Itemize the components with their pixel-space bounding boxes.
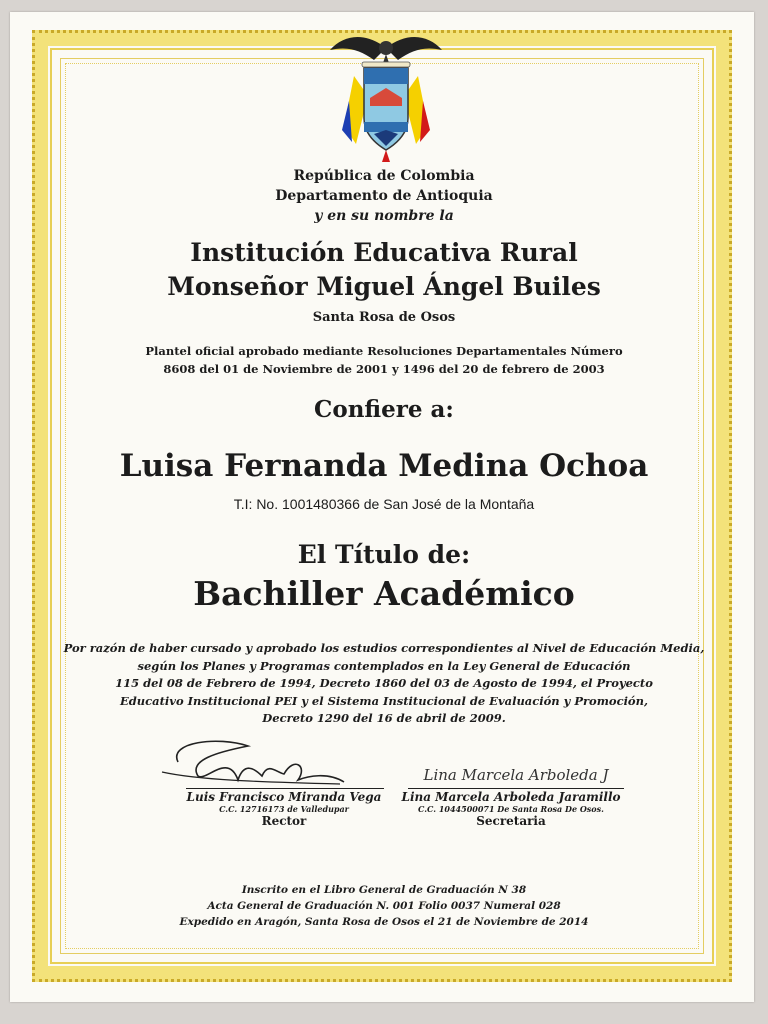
secretary-id: C.C. 1044500071 De Santa Rosa De Osos. [418, 804, 604, 814]
body-line: según los Planes y Programas contemplados en la Ley General de Educación [137, 658, 631, 673]
secretary-role: Secretaria [476, 814, 546, 828]
footer-line: Inscrito en el Libro General de Graduación N 38 [241, 884, 527, 896]
body-line: 115 del 08 de Febrero de 1994, Decreto 1860 del 03 de Agosto de 1994, el Proyecto [115, 676, 653, 690]
approval-line1: Plantel oficial aprobado mediante Resoluciones Departamentales Número [145, 344, 623, 358]
recipient-id: T.I: No. 1001480366 de San José de la Montaña [233, 496, 535, 512]
rector-signature-scribble [158, 732, 348, 792]
footer-line: Expedido en Aragón, Santa Rosa de Osos el 21 de Noviembre de 2014 [179, 916, 589, 928]
secretary-signature-line [408, 788, 624, 789]
body-line: Educativo Institucional PEI y el Sistema Institucional de Evaluación y Promoción, [120, 693, 648, 708]
rector-role: Rector [261, 814, 307, 828]
rector-id: C.C. 12716173 de Valledupar [219, 804, 349, 814]
body-text [0, 640, 768, 728]
secretary-handwritten-signature: Lina Marcela Arboleda J [423, 766, 609, 784]
secretary-signature-block [396, 790, 626, 828]
header-republic: República de Colombia [293, 168, 475, 184]
secretary-name: Lina Marcela Arboleda Jaramillo [401, 790, 621, 804]
colombia-coat-of-arms-icon [326, 26, 446, 166]
title-label: El Título de: [297, 540, 471, 569]
registry-footer [0, 882, 768, 930]
institution-name-line2: Monseñor Miguel Ángel Builes [167, 272, 601, 301]
recipient-name: Luisa Fernanda Medina Ochoa [119, 448, 649, 484]
rector-name: Luis Francisco Miranda Vega [186, 790, 382, 804]
rector-signature-line [186, 788, 384, 789]
header-on-behalf: y en su nombre la [314, 208, 454, 224]
approval-line2: 8608 del 01 de Noviembre de 2001 y 1496 del 20 de febrero de 2003 [163, 362, 605, 376]
body-line: Decreto 1290 del 16 de abril de 2009. [262, 711, 506, 725]
header-department: Departamento de Antioquia [275, 188, 493, 204]
body-line: Por razón de haber cursado y aprobado los estudios correspondientes al Nivel de Educación Media, [63, 641, 705, 655]
institution-town: Santa Rosa de Osos [312, 310, 456, 325]
degree-title: Bachiller Académico [193, 574, 575, 613]
rector-signature-block [164, 790, 404, 828]
confers-heading: Confiere a: [314, 396, 454, 423]
institution-name-line1: Institución Educativa Rural [190, 238, 578, 267]
footer-line: Acta General de Graduación N. 001 Folio 0037 Numeral 028 [207, 900, 561, 912]
